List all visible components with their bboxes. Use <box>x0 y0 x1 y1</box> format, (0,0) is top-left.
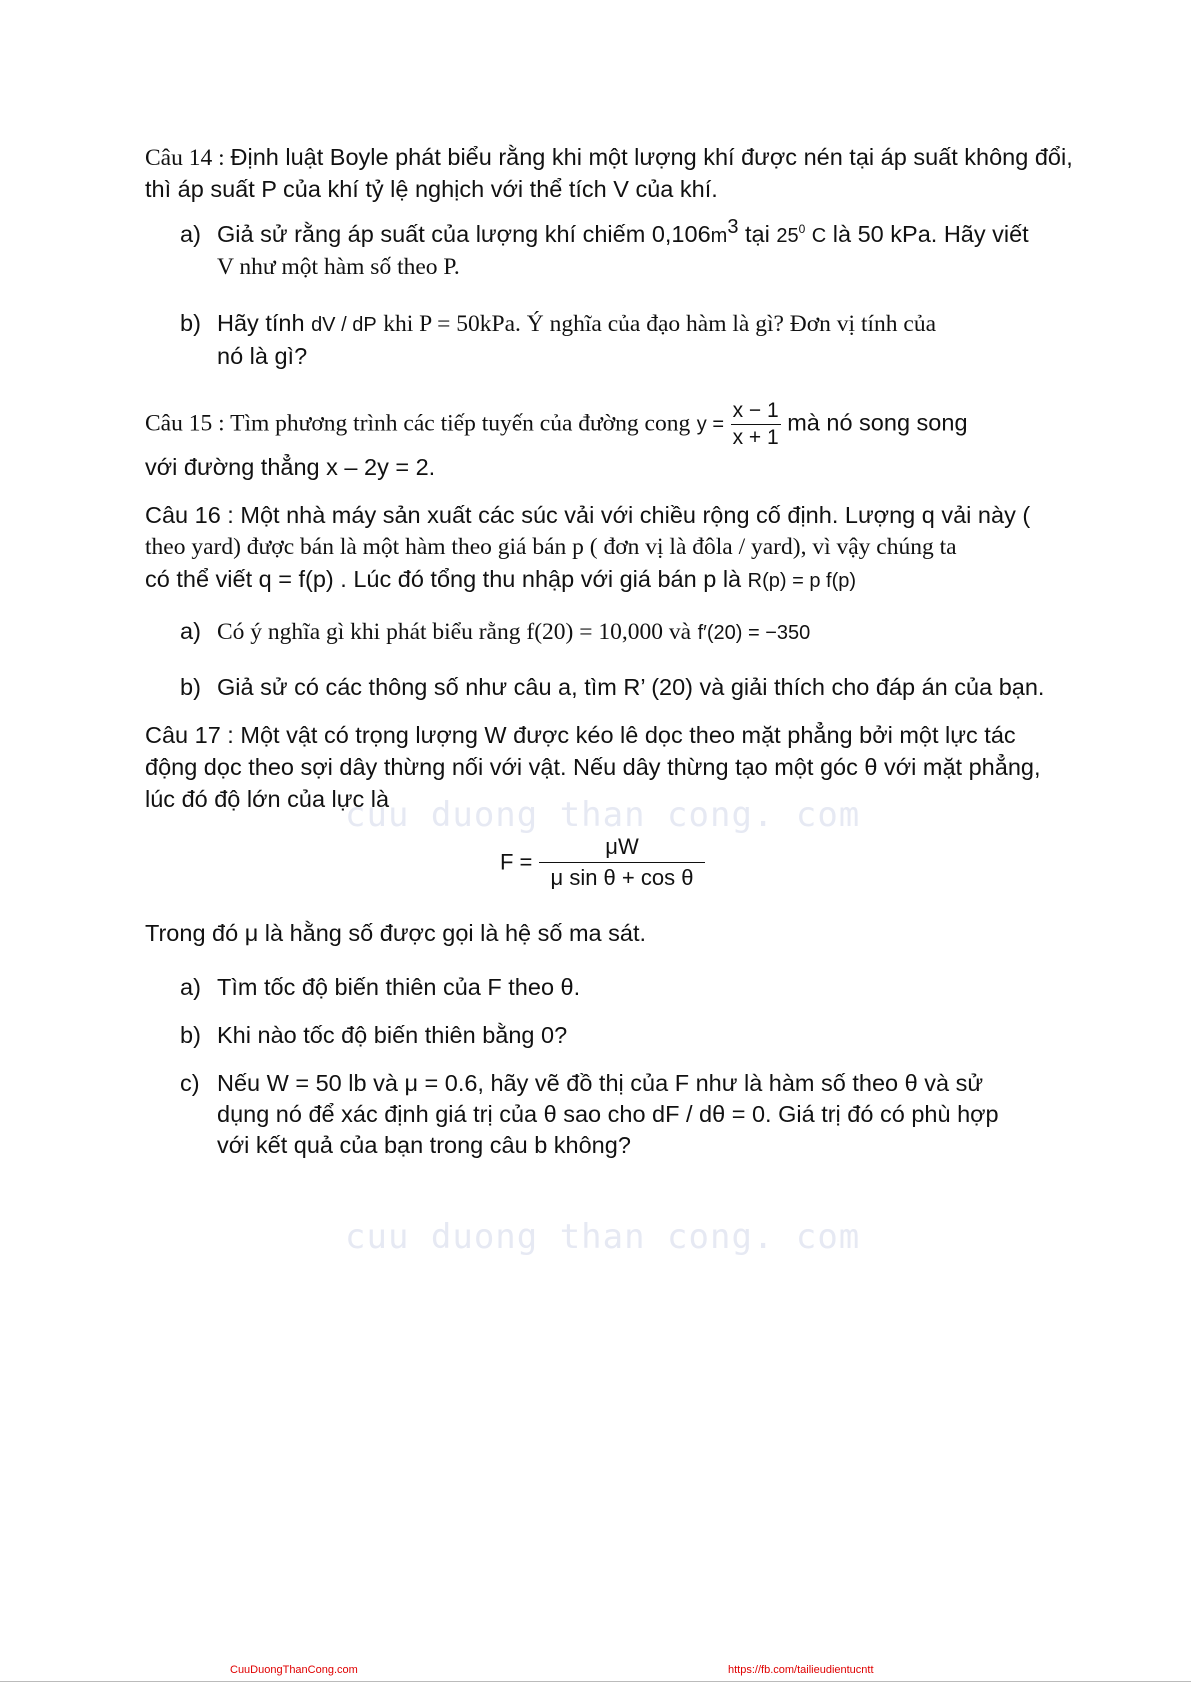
footer-facebook-link[interactable]: https://fb.com/tailieudientucntt <box>728 1664 874 1676</box>
footer-site-link[interactable]: CuuDuongThanCong.com <box>230 1664 358 1676</box>
q14-stem: Câu 14 : Định luật Boyle phát biểu rằng khi một lượng khí được nén tại áp suất không đổi, thì áp suất P của khí tỷ lệ nghịch với thể tích V của khí. <box>145 144 1073 202</box>
bottom-divider <box>0 1681 1191 1682</box>
q14-part-a: a) Giả sử rằng áp suất của lượng khí chiếm $0,106m^3$ tại $25^0$ C là 50 kPa. Hãy viết V như một hàm số theo P. <box>180 216 1029 280</box>
q17-line1: Câu 17 : Một vật có trọng lượng W được kéo lê dọc theo mặt phẳng bởi một lực tác <box>145 722 1016 748</box>
q17-part-a: a) Tìm tốc độ biến thiên của F theo θ. <box>180 974 581 1000</box>
q16-line2: theo yard) được bán là một hàm theo giá bán p ( đơn vị là đôla / yard), vì vậy chúng ta <box>145 534 957 560</box>
q16-part-b: b) Giả sử có các thông số như câu a, tìm R’ (20) và giải thích cho đáp án của bạn. <box>180 674 1045 700</box>
q17-where: Trong đó μ là hằng số được gọi là hệ số ma sát. <box>145 920 647 946</box>
force-formula: F = $\frac{\mu W}{\text{μ sin θ + cos θ}}$ <box>500 832 705 893</box>
q16-part-a: a) Có ý nghĩa gì khi phát biểu rằng f(20) = 10,000 và f′(20) = −350 <box>180 618 811 645</box>
watermark: cuu duong than cong. com <box>345 1217 861 1257</box>
q17-line3: lúc đó độ lớn của lực là <box>145 786 390 812</box>
q14-part-b: b) Hãy tính dV / dP khi P = 50kPa. Ý nghĩa của đạo hàm là gì? Đơn vị tính của nó là gì? <box>180 310 937 369</box>
q15-stem: Câu 15 : Tìm phương trình các tiếp tuyến của đường cong y = $\frac{x - 1}{x + 1}$ mà nó song song <box>145 399 968 449</box>
q17-part-b: b) Khi nào tốc độ biến thiên bằng 0? <box>180 1022 568 1048</box>
q16-line3: có thể viết q = f(p) . Lúc đó tổng thu nhập với giá bán p là R(p) = p f(p) <box>145 566 857 592</box>
q16-line1: Câu 16 : Một nhà máy sản xuất các súc vải với chiều rộng cố định. Lượng q vải này ( <box>145 502 1031 528</box>
q17-line2: động dọc theo sợi dây thừng nối với vật. Nếu dây thừng tạo một góc θ với mặt phẳng, <box>145 754 1041 780</box>
watermark: cuu duong than cong. com <box>345 795 861 835</box>
q17-part-c: c) Nếu W = 50 lb và μ = 0.6, hãy vẽ đồ thị của F như là hàm số theo θ và sử dụng nó để xác định giá trị của θ sao cho dF / dθ = 0. Giá trị đó có phù hợp với kết quả của bạn trong câu b không? <box>180 1070 999 1158</box>
q15-fraction: $\frac{x - 1}{x + 1}$ <box>732 399 779 449</box>
q15-line2: với đường thẳng x – 2y = 2. <box>145 454 436 480</box>
